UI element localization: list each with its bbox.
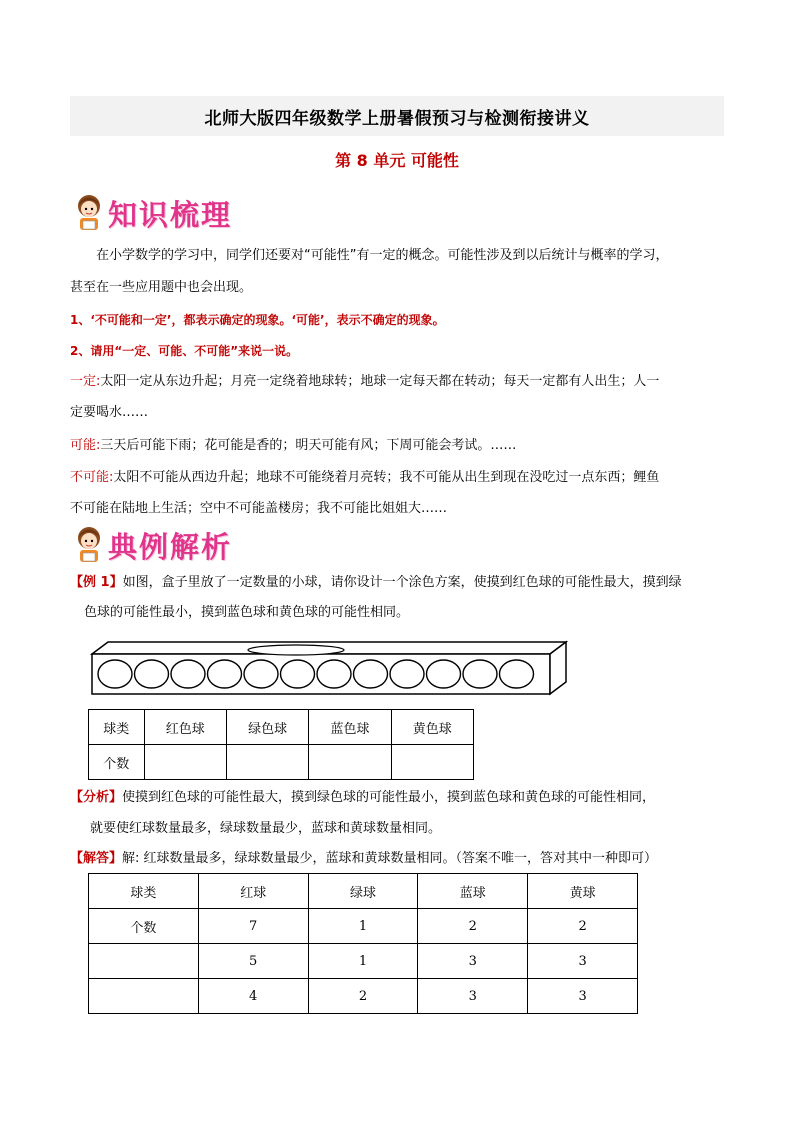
table-cell: 3 bbox=[528, 944, 638, 979]
analysis-tag: 【分析】 bbox=[70, 790, 123, 805]
table-cell: 1 bbox=[308, 944, 418, 979]
ball-2[interactable] bbox=[135, 660, 169, 688]
possible-examples bbox=[70, 430, 724, 462]
example-1-tag: 【例 1】 bbox=[70, 575, 123, 590]
blank-color-table bbox=[88, 709, 474, 780]
ball-5[interactable] bbox=[244, 660, 278, 688]
ball-box-diagram bbox=[90, 638, 570, 700]
ball-4[interactable] bbox=[208, 660, 242, 688]
unit-title: 第 8 单元 可能性 bbox=[335, 151, 459, 170]
table-cell: 3 bbox=[418, 979, 528, 1014]
point-2: 2、请用“一定、可能、不可能”来说一说。 bbox=[70, 344, 299, 358]
table-cell: 3 bbox=[418, 944, 528, 979]
table-cell: 1 bbox=[308, 909, 418, 944]
student-mascot-icon bbox=[74, 525, 104, 565]
table-header-cell: 绿球 bbox=[308, 874, 418, 909]
answer bbox=[70, 843, 724, 875]
student-mascot-icon bbox=[74, 193, 104, 233]
ball-6[interactable] bbox=[281, 660, 315, 688]
impossible-examples-cont bbox=[70, 493, 724, 525]
answer-tag: 【解答】 bbox=[70, 851, 123, 866]
table-row bbox=[89, 710, 474, 745]
certain-examples-cont bbox=[70, 397, 724, 429]
ball-8[interactable] bbox=[354, 660, 388, 688]
table-cell: 绿色球 bbox=[226, 710, 308, 745]
analysis-line-2: 就要使红球数量最多，绿球数量最少，蓝球和黄球数量相同。 bbox=[90, 821, 442, 836]
table-header-cell: 球类 bbox=[89, 874, 199, 909]
table-cell: 7 bbox=[198, 909, 308, 944]
table-cell: 2 bbox=[308, 979, 418, 1014]
table-row bbox=[89, 745, 474, 780]
certain-line-1: 太阳一定从东边升起；月亮一定绕着地球转；地球一定每天都在转动；每天一定都有人出生；人一 bbox=[100, 374, 660, 389]
intro-paragraph-cont bbox=[70, 272, 724, 304]
table-cell: 个数 bbox=[89, 745, 145, 780]
ball-7[interactable] bbox=[317, 660, 351, 688]
table-input-cell[interactable] bbox=[309, 745, 391, 780]
ball-11[interactable] bbox=[463, 660, 497, 688]
certain-label: 一定: bbox=[70, 374, 101, 389]
header-bar bbox=[70, 96, 724, 136]
table-header-cell: 蓝球 bbox=[418, 874, 528, 909]
table-cell bbox=[89, 944, 199, 979]
table-input-cell[interactable] bbox=[226, 745, 308, 780]
possible-label: 可能: bbox=[70, 438, 101, 453]
analysis-line-1: 使摸到红色球的可能性最大，摸到绿色球的可能性最小，摸到蓝色球和黄色球的可能性相同， bbox=[122, 790, 656, 805]
table-cell bbox=[89, 979, 199, 1014]
table-cell: 黄色球 bbox=[391, 710, 473, 745]
section-title-knowledge: 知识梳理 bbox=[108, 197, 233, 232]
analysis bbox=[70, 782, 724, 814]
intro-paragraph bbox=[70, 240, 724, 272]
table-row bbox=[89, 909, 638, 944]
table-input-cell[interactable] bbox=[391, 745, 473, 780]
table-cell: 红色球 bbox=[144, 710, 226, 745]
ball-9[interactable] bbox=[390, 660, 424, 688]
table-cell: 球类 bbox=[89, 710, 145, 745]
analysis-cont bbox=[70, 813, 724, 845]
intro-line-1: 在小学数学的学习中，同学们还要对“可能性”有一定的概念。可能性涉及到以后统计与概率的学习， bbox=[96, 248, 669, 263]
ball-1[interactable] bbox=[98, 660, 132, 688]
ball-12[interactable] bbox=[500, 660, 534, 688]
ball-10[interactable] bbox=[427, 660, 461, 688]
table-cell: 2 bbox=[528, 909, 638, 944]
intro-line-2: 甚至在一些应用题中也会出现。 bbox=[70, 280, 253, 295]
answer-table bbox=[88, 873, 638, 1014]
table-row bbox=[89, 944, 638, 979]
impossible-examples bbox=[70, 462, 724, 494]
possible-text: 三天后可能下雨；花可能是香的；明天可能有风；下周可能会考试。…… bbox=[100, 438, 517, 453]
table-cell: 5 bbox=[198, 944, 308, 979]
table-cell: 个数 bbox=[89, 909, 199, 944]
box-opening bbox=[248, 645, 344, 655]
example-1-question bbox=[70, 567, 724, 599]
answer-text: 解: 红球数量最多，绿球数量最少，蓝球和黄球数量相同。（答案不唯一，答对其中一种即可） bbox=[122, 851, 658, 866]
table-header-cell: 红球 bbox=[198, 874, 308, 909]
table-header-cell: 黄球 bbox=[528, 874, 638, 909]
table-row bbox=[89, 874, 638, 909]
example-line-2: 色球的可能性最小，摸到蓝色球和黄色球的可能性相同。 bbox=[84, 605, 410, 620]
section-heading-examples bbox=[74, 522, 232, 568]
table-input-cell[interactable] bbox=[144, 745, 226, 780]
certain-examples bbox=[70, 366, 724, 398]
certain-line-2: 定要喝水…… bbox=[70, 405, 149, 420]
table-cell: 3 bbox=[528, 979, 638, 1014]
section-title-examples: 典例解析 bbox=[108, 529, 233, 564]
point-1: 1、‘不可能和一定’，都表示确定的现象。‘可能’，表示不确定的现象。 bbox=[70, 313, 445, 327]
section-heading-knowledge bbox=[74, 190, 232, 236]
impossible-line-2: 不可能在陆地上生活；空中不可能盖楼房；我不可能比姐姐大…… bbox=[70, 501, 448, 516]
table-row bbox=[89, 979, 638, 1014]
table-cell: 蓝色球 bbox=[309, 710, 391, 745]
document-title: 北师大版四年级数学上册暑假预习与检测衔接讲义 bbox=[204, 108, 590, 129]
impossible-label: 不可能: bbox=[70, 470, 114, 485]
example-1-question-cont bbox=[70, 597, 724, 629]
impossible-line-1: 太阳不可能从西边升起；地球不可能绕着月亮转；我不可能从出生到现在没吃过一点东西；鲤鱼 bbox=[113, 470, 660, 485]
example-line-1: 如图，盒子里放了一定数量的小球，请你设计一个涂色方案，使摸到红色球的可能性最大，摸到绿 bbox=[122, 575, 682, 590]
table-cell: 2 bbox=[418, 909, 528, 944]
table-cell: 4 bbox=[198, 979, 308, 1014]
ball-3[interactable] bbox=[171, 660, 205, 688]
